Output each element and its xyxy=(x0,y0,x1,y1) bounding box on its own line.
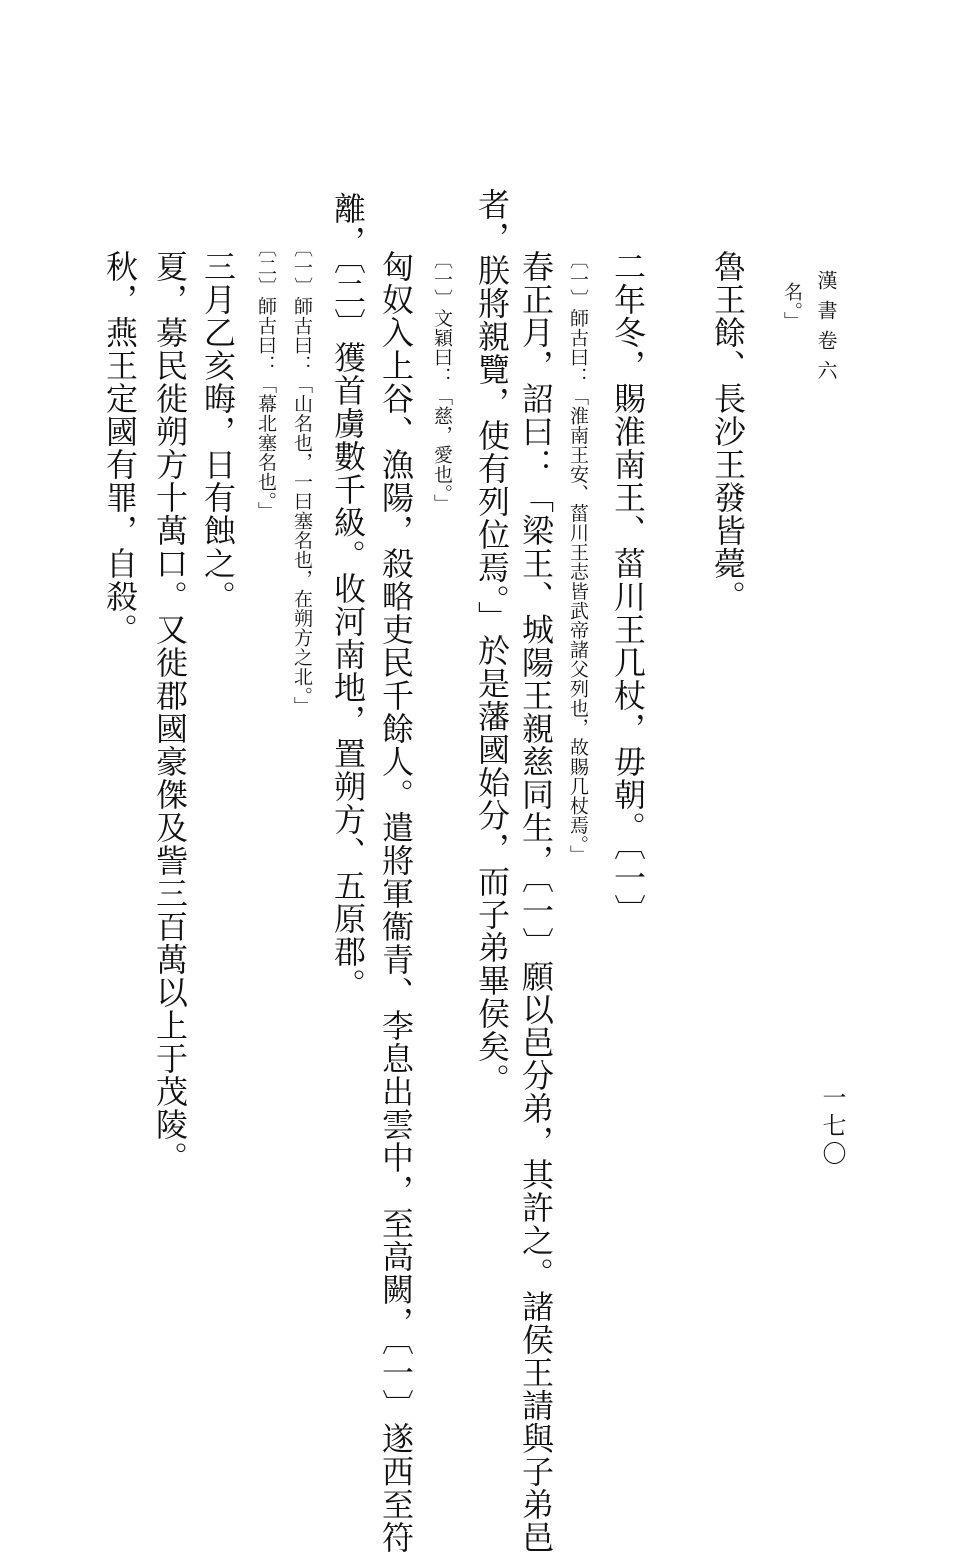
note-column-5: 〔二〕師古曰：「幕北塞名也。」 xyxy=(255,238,277,521)
text-column-7: 三月乙亥晦，日有蝕之。 xyxy=(199,250,237,613)
text-column-1: 魯王餘、長沙王發皆薨。 xyxy=(709,250,747,613)
page-number: 一七〇 xyxy=(818,1085,846,1169)
note-column-3: 〔一〕文穎曰：「慈，愛也。」 xyxy=(431,250,453,514)
text-column-4: 者，朕將親覽，使有列位焉。」於是藩國始分，而子弟畢侯矣。 xyxy=(473,188,511,1096)
note-column-1: 名。」 xyxy=(781,282,803,331)
text-column-9: 秋，燕王定國有罪，自殺。 xyxy=(101,250,139,646)
note-column-4: 〔一〕師古曰：「山名也，一曰塞名也，在朔方之北。」 xyxy=(291,238,313,716)
text-column-6: 離，〔二〕獲首虜數千級。收河南地，置朔方、五原郡。 xyxy=(329,192,367,1001)
text-column-8: 夏，募民徙朔方十萬口。又徙郡國豪傑及訾三百萬以上于茂陵。 xyxy=(151,250,189,1174)
note-column-2: 〔一〕師古曰：「淮南王安、菑川王志皆武帝諸父列也，故賜几杖焉。」 xyxy=(567,250,589,865)
running-title: 漢書卷六 xyxy=(814,270,838,390)
text-column-3: 春正月，詔曰：「梁王、城陽王親慈同生，〔一〕願以邑分弟，其許之。諸侯王請與子弟邑 xyxy=(517,250,555,1554)
text-column-2: 二年冬，賜淮南王、菑川王几杖，毋朝。〔一〕 xyxy=(609,250,647,927)
text-column-5: 匈奴入上谷、漁陽，殺略吏民千餘人。遣將軍衞青、李息出雲中，至高闕，〔一〕遂西至符 xyxy=(377,250,415,1554)
